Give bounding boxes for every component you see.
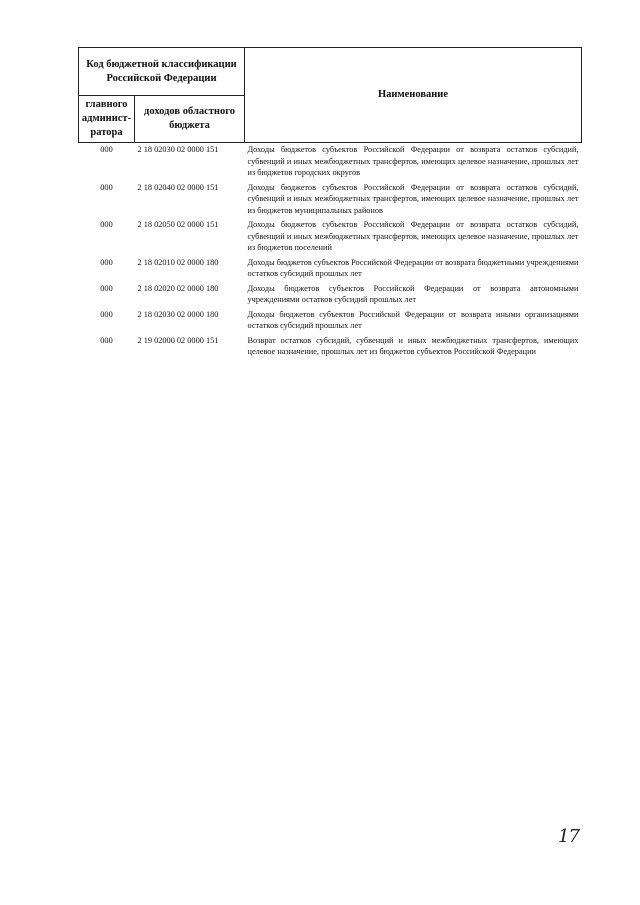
income-column-header: доходов областного бюджета [135, 96, 245, 143]
table-row [79, 218, 582, 256]
name-cell: Доходы бюджетов субъектов Российской Федерации от возврата бюджетными учреждениями остатков субсидий прошлых лет [247, 257, 579, 278]
admin-code-cell: 000 [100, 309, 113, 319]
name-cell: Доходы бюджетов субъектов Российской Федерации от возврата остатков субсидий, субвенций и иных межбюджетных трансфертов, имеющих целевое назначение, прошлых лет из бюджетов муниципальных районов [247, 182, 579, 215]
admin-code-cell: 000 [100, 182, 113, 192]
admin-code-cell: 000 [100, 335, 113, 345]
table-row [79, 256, 582, 282]
admin-code-cell: 000 [100, 283, 113, 293]
income-code-cell: 2 18 02050 02 0000 151 [137, 220, 219, 229]
name-cell: Доходы бюджетов субъектов Российской Федерации от возврата остатков субсидий, субвенций и иных межбюджетных трансфертов, имеющих целевое назначение, прошлых лет из бюджетов поселений [247, 220, 579, 252]
admin-code-cell: 000 [100, 257, 113, 267]
budget-code-group-header: Код бюджетной классификации Российской Федерации [79, 48, 245, 96]
handwritten-page-number: 17 [558, 826, 579, 847]
income-code-cell: 2 18 02030 02 0000 180 [137, 309, 219, 319]
name-cell: Доходы бюджетов субъектов Российской Федерации от возврата иными организациями остатков субсидий прошлых лет [247, 309, 579, 330]
name-column-header: Наименование [245, 48, 582, 143]
income-code-cell: 2 18 02040 02 0000 151 [137, 182, 219, 192]
income-code-cell: 2 18 02030 02 0000 151 [137, 145, 219, 154]
table-row [79, 181, 582, 219]
table-row [79, 334, 582, 360]
name-cell: Доходы бюджетов субъектов Российской Федерации от возврата остатков субсидий, субвенций и иных межбюджетных трансфертов, имеющих целевое назначение, прошлых лет из бюджетов городских округов [247, 145, 579, 177]
income-code-cell: 2 18 02010 02 0000 180 [137, 257, 219, 267]
budget-classification-table [78, 47, 582, 360]
admin-code-cell: 000 [100, 145, 113, 154]
income-code-cell: 2 19 02000 02 0000 151 [137, 335, 219, 345]
name-cell: Доходы бюджетов субъектов Российской Федерации от возврата автономными учреждениями остатков субсидий прошлых лет [247, 283, 579, 304]
table-row [79, 308, 582, 334]
name-cell: Возврат остатков субсидий, субвенций и иных межбюджетных трансфертов, имеющих целевое назначение, прошлых лет из бюджетов субъектов Российской Федерации [247, 335, 579, 356]
income-code-cell: 2 18 02020 02 0000 180 [137, 283, 219, 293]
admin-column-header: главного админист-ратора [79, 96, 135, 143]
table-row [79, 143, 582, 181]
table-row [79, 282, 582, 308]
admin-code-cell: 000 [100, 220, 113, 229]
